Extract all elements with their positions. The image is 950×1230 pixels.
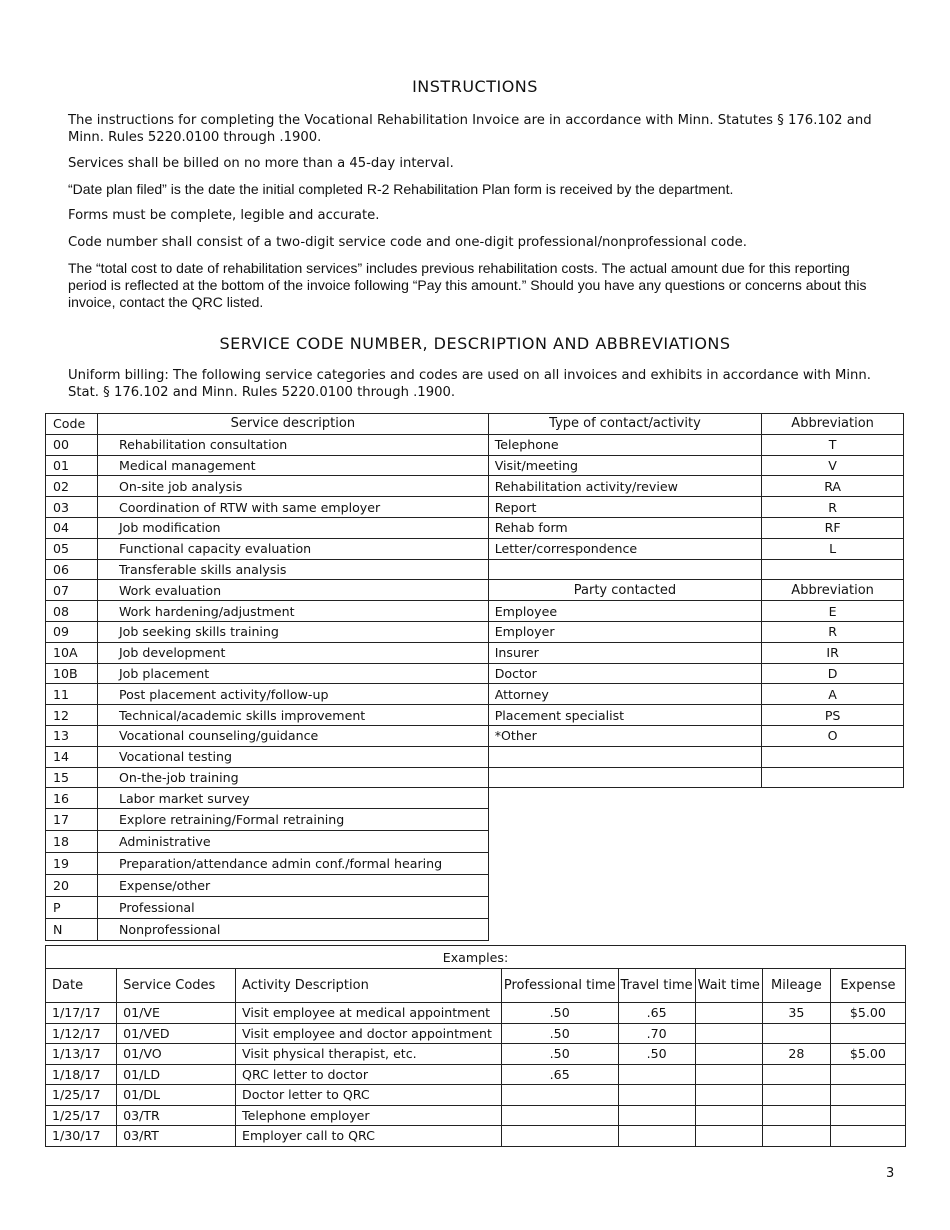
example-travel-cell (618, 1085, 695, 1106)
example-codes-cell: 01/DL (117, 1085, 236, 1106)
blank-area (762, 788, 904, 809)
service-description-cell: Vocational testing (97, 746, 488, 767)
empty-cell (488, 746, 762, 767)
example-date-cell: 1/13/17 (46, 1044, 117, 1065)
table-row (46, 476, 904, 497)
party-cell: *Other (488, 725, 762, 746)
table-row (46, 875, 904, 897)
service-code-cell: 20 (46, 875, 98, 897)
examples-title: Examples: (46, 946, 906, 969)
column-header: Abbreviation (762, 580, 904, 601)
service-code-cell: 14 (46, 746, 98, 767)
service-description-cell: Post placement activity/follow-up (97, 684, 488, 705)
example-mileage-cell: 28 (762, 1044, 830, 1065)
table-row (46, 831, 904, 853)
column-header: Wait time (695, 969, 762, 1003)
abbreviation-cell: RA (762, 476, 904, 497)
example-prof-cell (501, 1105, 618, 1126)
table-row (46, 919, 904, 941)
service-description-cell: Medical management (97, 455, 488, 476)
contact-type-cell: Letter/correspondence (488, 538, 762, 559)
service-description-cell: On-the-job training (97, 767, 488, 788)
service-code-cell: 16 (46, 788, 98, 809)
abbreviation-cell: R (762, 621, 904, 642)
table-row (46, 434, 904, 455)
example-activity-cell: Visit employee and doctor appointment (236, 1023, 502, 1044)
contact-type-cell: Rehabilitation activity/review (488, 476, 762, 497)
blank-area (762, 919, 904, 941)
examples-table (45, 945, 906, 1147)
example-date-cell: 1/12/17 (46, 1023, 117, 1044)
service-code-cell: P (46, 897, 98, 919)
example-codes-cell: 01/VED (117, 1023, 236, 1044)
example-wait-cell (695, 1105, 762, 1126)
example-wait-cell (695, 1126, 762, 1147)
instruction-paragraph: “Date plan filed” is the date the initial completed R-2 Rehabilitation Plan form is received by the department. (68, 181, 734, 197)
instruction-paragraph: The instructions for completing the Vocational Rehabilitation Invoice are in accordance with Minn. Statutes § 176.102 and Minn. Rules 5220.0100 through .1900. (68, 113, 872, 145)
service-code-cell: 18 (46, 831, 98, 853)
table-row (46, 809, 904, 831)
instructions-title: INSTRUCTIONS (412, 77, 538, 96)
example-codes-cell: 03/RT (117, 1126, 236, 1147)
table-row (46, 621, 904, 642)
service-description-cell: On-site job analysis (97, 476, 488, 497)
table-row (46, 684, 904, 705)
blank-area (762, 809, 904, 831)
example-date-cell: 1/25/17 (46, 1105, 117, 1126)
service-code-cell: N (46, 919, 98, 941)
blank-area (762, 897, 904, 919)
example-mileage-cell (762, 1126, 830, 1147)
example-date-cell: 1/17/17 (46, 1003, 117, 1024)
example-prof-cell (501, 1126, 618, 1147)
blank-area (488, 919, 762, 941)
example-wait-cell (695, 1044, 762, 1065)
service-description-cell: Job development (97, 642, 488, 663)
abbreviation-cell: R (762, 497, 904, 518)
column-header: Type of contact/activity (488, 414, 762, 435)
example-travel-cell (618, 1064, 695, 1085)
example-codes-cell: 01/VE (117, 1003, 236, 1024)
example-mileage-cell (762, 1064, 830, 1085)
party-cell: Employer (488, 621, 762, 642)
table-row (46, 897, 904, 919)
service-description-cell: Rehabilitation consultation (97, 434, 488, 455)
example-prof-cell (501, 1085, 618, 1106)
service-section-intro: Uniform billing: The following service categories and codes are used on all invoices and exhibits in accordance with Minn. Stat. § 176.102 and Minn. Rules 5220.0100 through .1900. (68, 368, 871, 400)
example-codes-cell: 01/LD (117, 1064, 236, 1085)
example-date-cell: 1/18/17 (46, 1064, 117, 1085)
service-description-cell: Explore retraining/Formal retraining (97, 809, 488, 831)
service-code-cell: 05 (46, 538, 98, 559)
examples-title-row (46, 946, 906, 969)
example-mileage-cell (762, 1085, 830, 1106)
table-row (46, 497, 904, 518)
example-expense-cell (830, 1085, 905, 1106)
table-row (46, 642, 904, 663)
service-description-cell: Nonprofessional (97, 919, 488, 941)
service-code-cell: 04 (46, 517, 98, 538)
service-description-cell: Preparation/attendance admin conf./formal hearing (97, 853, 488, 875)
table-header-row (46, 414, 904, 435)
table-row (46, 725, 904, 746)
example-codes-cell: 01/VO (117, 1044, 236, 1065)
example-date-cell: 1/30/17 (46, 1126, 117, 1147)
table-row (46, 853, 904, 875)
empty-cell (762, 746, 904, 767)
service-code-cell: 12 (46, 705, 98, 726)
party-cell: Placement specialist (488, 705, 762, 726)
example-wait-cell (695, 1085, 762, 1106)
empty-cell (488, 559, 762, 580)
example-expense-cell (830, 1126, 905, 1147)
service-description-cell: Job modification (97, 517, 488, 538)
abbreviation-cell: RF (762, 517, 904, 538)
contact-type-cell: Visit/meeting (488, 455, 762, 476)
service-code-cell: 01 (46, 455, 98, 476)
example-activity-cell: Telephone employer (236, 1105, 502, 1126)
service-code-cell: 02 (46, 476, 98, 497)
service-description-cell: Vocational counseling/guidance (97, 725, 488, 746)
service-code-cell: 17 (46, 809, 98, 831)
service-code-cell: 00 (46, 434, 98, 455)
column-header: Code (46, 414, 98, 435)
blank-area (488, 809, 762, 831)
example-activity-cell: Employer call to QRC (236, 1126, 502, 1147)
abbreviation-cell: IR (762, 642, 904, 663)
party-cell: Attorney (488, 684, 762, 705)
service-description-cell: Professional (97, 897, 488, 919)
example-prof-cell: .50 (501, 1003, 618, 1024)
instruction-paragraph: Forms must be complete, legible and accurate. (68, 208, 380, 223)
abbreviation-cell: O (762, 725, 904, 746)
service-code-cell: 19 (46, 853, 98, 875)
service-code-cell: 13 (46, 725, 98, 746)
example-expense-cell (830, 1105, 905, 1126)
example-travel-cell: .50 (618, 1044, 695, 1065)
column-header: Professional time (501, 969, 618, 1003)
example-expense-cell: $5.00 (830, 1003, 905, 1024)
service-code-cell: 10A (46, 642, 98, 663)
party-cell: Doctor (488, 663, 762, 684)
instruction-paragraph: Code number shall consist of a two-digit service code and one-digit professional/nonprofessional code. (68, 235, 747, 250)
example-activity-cell: Doctor letter to QRC (236, 1085, 502, 1106)
table-row (46, 1064, 906, 1085)
table-row (46, 1003, 906, 1024)
service-description-cell: Functional capacity evaluation (97, 538, 488, 559)
column-header: Service description (97, 414, 488, 435)
example-activity-cell: Visit employee at medical appointment (236, 1003, 502, 1024)
service-code-cell: 08 (46, 601, 98, 622)
table-row (46, 1085, 906, 1106)
example-activity-cell: Visit physical therapist, etc. (236, 1044, 502, 1065)
table-row (46, 1105, 906, 1126)
table-row (46, 1044, 906, 1065)
abbreviation-cell: E (762, 601, 904, 622)
table-row (46, 705, 904, 726)
example-expense-cell (830, 1064, 905, 1085)
service-description-cell: Administrative (97, 831, 488, 853)
instruction-paragraph: The “total cost to date of rehabilitation services” includes previous rehabilitation costs. The actual amount due for this reporting period is reflected at the bottom of the invoice following “Pay this amount.” Should you have any questions or concerns about this invoice, contact the QRC listed. (68, 260, 867, 310)
party-cell: Employee (488, 601, 762, 622)
column-header: Expense (830, 969, 905, 1003)
example-travel-cell (618, 1105, 695, 1126)
contact-type-cell: Rehab form (488, 517, 762, 538)
example-prof-cell: .50 (501, 1044, 618, 1065)
example-codes-cell: 03/TR (117, 1105, 236, 1126)
example-mileage-cell: 35 (762, 1003, 830, 1024)
column-header: Activity Description (236, 969, 502, 1003)
service-description-cell: Transferable skills analysis (97, 559, 488, 580)
service-code-cell: 11 (46, 684, 98, 705)
example-prof-cell: .65 (501, 1064, 618, 1085)
table-row (46, 663, 904, 684)
column-header: Party contacted (488, 580, 762, 601)
blank-area (762, 831, 904, 853)
column-header: Service Codes (117, 969, 236, 1003)
example-mileage-cell (762, 1105, 830, 1126)
table-row (46, 601, 904, 622)
example-wait-cell (695, 1064, 762, 1085)
example-wait-cell (695, 1003, 762, 1024)
service-description-cell: Job seeking skills training (97, 621, 488, 642)
abbreviation-cell: PS (762, 705, 904, 726)
abbreviation-cell: L (762, 538, 904, 559)
abbreviation-cell: T (762, 434, 904, 455)
example-activity-cell: QRC letter to doctor (236, 1064, 502, 1085)
service-description-cell: Expense/other (97, 875, 488, 897)
service-code-cell: 06 (46, 559, 98, 580)
example-mileage-cell (762, 1023, 830, 1044)
service-description-cell: Work hardening/adjustment (97, 601, 488, 622)
example-wait-cell (695, 1023, 762, 1044)
service-description-cell: Technical/academic skills improvement (97, 705, 488, 726)
service-description-cell: Coordination of RTW with same employer (97, 497, 488, 518)
example-travel-cell: .70 (618, 1023, 695, 1044)
abbreviation-cell: A (762, 684, 904, 705)
blank-area (762, 853, 904, 875)
blank-area (488, 831, 762, 853)
example-expense-cell (830, 1023, 905, 1044)
empty-cell (762, 559, 904, 580)
table-row (46, 746, 904, 767)
blank-area (762, 875, 904, 897)
contact-type-cell: Telephone (488, 434, 762, 455)
table-row (46, 559, 904, 580)
example-travel-cell (618, 1126, 695, 1147)
example-prof-cell: .50 (501, 1023, 618, 1044)
service-code-cell: 09 (46, 621, 98, 642)
example-date-cell: 1/25/17 (46, 1085, 117, 1106)
column-header: Abbreviation (762, 414, 904, 435)
service-code-cell: 07 (46, 580, 98, 601)
table-row (46, 1126, 906, 1147)
blank-area (488, 897, 762, 919)
service-description-cell: Labor market survey (97, 788, 488, 809)
instruction-paragraph: Services shall be billed on no more than a 45-day interval. (68, 156, 454, 171)
empty-cell (762, 767, 904, 788)
service-code-table (45, 413, 904, 941)
blank-area (488, 788, 762, 809)
service-code-cell: 15 (46, 767, 98, 788)
blank-area (488, 853, 762, 875)
table-row (46, 455, 904, 476)
service-code-cell: 10B (46, 663, 98, 684)
blank-area (488, 875, 762, 897)
column-header: Mileage (762, 969, 830, 1003)
abbreviation-cell: V (762, 455, 904, 476)
example-travel-cell: .65 (618, 1003, 695, 1024)
service-description-cell: Job placement (97, 663, 488, 684)
table-row (46, 767, 904, 788)
service-description-cell: Work evaluation (97, 580, 488, 601)
table-row (46, 538, 904, 559)
column-header: Date (46, 969, 117, 1003)
abbreviation-cell: D (762, 663, 904, 684)
party-cell: Insurer (488, 642, 762, 663)
table-row (46, 1023, 906, 1044)
column-header: Travel time (618, 969, 695, 1003)
table-row (46, 580, 904, 601)
table-header-row (46, 969, 906, 1003)
contact-type-cell: Report (488, 497, 762, 518)
page-number: 3 (886, 1166, 895, 1181)
table-row (46, 788, 904, 809)
table-row (46, 517, 904, 538)
service-code-cell: 03 (46, 497, 98, 518)
empty-cell (488, 767, 762, 788)
service-section-title: SERVICE CODE NUMBER, DESCRIPTION AND ABBREVIATIONS (219, 334, 731, 353)
example-expense-cell: $5.00 (830, 1044, 905, 1065)
